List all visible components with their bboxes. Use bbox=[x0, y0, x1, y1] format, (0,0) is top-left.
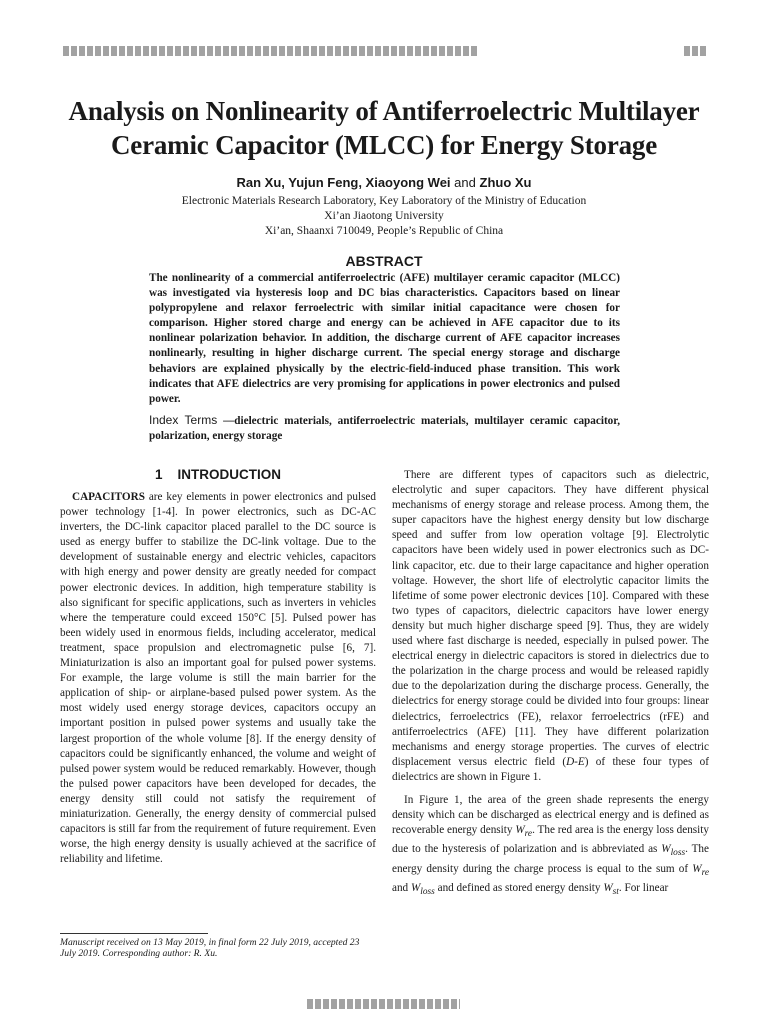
affiliation-line-1: Electronic Materials Research Laboratory, Key Laboratory of the Ministry of Education bbox=[181, 195, 587, 207]
p3-c: . The energy density during the charge process is equal to the sum of bbox=[392, 843, 709, 875]
footnote-rule bbox=[60, 933, 208, 934]
p3-a: In Figure 1, the area of the green shade represents the energy density which can be discharged as electrical energy and is defined as recoverable energy density bbox=[392, 793, 709, 837]
left-column bbox=[60, 490, 376, 867]
abstract-heading: ABSTRACT bbox=[345, 253, 423, 269]
wst-symbol: $W_{st}$ bbox=[603, 882, 619, 898]
running-header-page-number bbox=[684, 46, 707, 56]
intro-paragraph-2-end: ) of these four types of dielectrics are shown in Figure 1. bbox=[392, 755, 710, 783]
intro-paragraph-1 bbox=[60, 490, 376, 867]
wre-symbol-2: $W_{re}$ bbox=[692, 862, 709, 879]
section-heading bbox=[60, 467, 376, 482]
author-names: Ran Xu, Yujun Feng, Xiaoyong Wei bbox=[236, 175, 451, 190]
p3-f: . For linear bbox=[618, 882, 669, 895]
intro-paragraph-3 bbox=[392, 793, 709, 901]
de-symbol: D-E bbox=[566, 755, 585, 768]
intro-paragraph-2 bbox=[392, 468, 709, 785]
wre-symbol: $W_{re}$ bbox=[515, 824, 533, 840]
author-and: and bbox=[454, 175, 476, 190]
affiliation-line-3: Xi’an, Shaanxi 710049, People’s Republic of China bbox=[264, 225, 504, 237]
intro-paragraph-1-text: are key elements in power electronics and pulsed power technology [1-4]. In power electronics, such as DC-AC inverters, the DC-link capacitor placed parallel to the DC source is used as energy buffer to stabilize the DC-link voltage. Due to the development of sustainable energy and electric vehicles, capacitors with high energy and power density are greatly needed for compact power electronic devices. In addition, high temperature stability is also significant for specific applications, such as inverters in vehicles where the temperature could exceed 150°C [5]. Pulsed power has been widely used in enormous fields, including accelerator, medical treatment, space propulsion and electromagnetic pulse [6, 7]. Miniaturization is also an important goal for pulsed power systems. For example, the large volume is still the main barrier for the application of ship- or airplane-based pulsed power system. As the most widely used energy storage devices, capacitors occupy an important position in pulsed power systems and usually take the largest proportion of the whole volume [8]. If the energy density of capacitors could be significantly enhanced, the volume and weight of pulsed power system would be reduced remarkably. However, though the pulsed power capacitors have been developed for decades, the energy density still could not satisfy the requirement of miniaturization. Generally, the energy density of commercial pulsed capacitors is still far from the requirement of future requirement. Even worse, the high energy density is usually achieved at the sacrifice of reliability and lifetime. bbox=[60, 491, 376, 866]
wloss-symbol: $W_{loss}$ bbox=[661, 843, 686, 859]
affiliation bbox=[40, 194, 728, 239]
abstract-text: The nonlinearity of a commercial antiferroelectric (AFE) multilayer ceramic capacitor (MLCC) was investigated via hysteresis loop and DC bias characteristics. Capacitors based on linear polypropylene and relaxor ferroelectric with similar initial capacitance were chosen for comparison. Higher stored charge and energy can be achieved in AFE capacitor due to its nonlinear polarization behavior. In addition, the discharge current of AFE capacitor increases nonlinearly, resulting in higher discharge current. The special energy storage and discharge behaviors are explained physically by the electric-field-induced phase transition. This work indicates that AFE dielectrics are very promising for applications in power electronics and pulsed power. bbox=[149, 272, 620, 405]
footnote: Manuscript received on 13 May 2019, in final form 22 July 2019, accepted 23 July 2019. Corresponding author: R. Xu. bbox=[60, 937, 360, 959]
section-number: 1 bbox=[154, 467, 163, 482]
p3-b: . The red area is the energy loss density due to the hysteresis of polarization and is abbreviated as bbox=[392, 824, 709, 856]
running-footer bbox=[307, 999, 460, 1009]
paper-title bbox=[40, 94, 728, 162]
title-line-2: Ceramic Capacitor (MLCC) for Energy Storage bbox=[110, 130, 657, 160]
section-title: INTRODUCTION bbox=[177, 467, 282, 482]
affiliation-line-2: Xi’an Jiaotong University bbox=[324, 210, 444, 222]
right-column bbox=[392, 468, 709, 900]
title-line-1: Analysis on Nonlinearity of Antiferroelectric Multilayer bbox=[68, 96, 700, 126]
lead-word: CAPACITORS bbox=[72, 491, 145, 503]
author-last: Zhuo Xu bbox=[479, 175, 532, 190]
p3-d: and bbox=[392, 882, 411, 895]
wloss-symbol-2: $W_{loss}$ bbox=[410, 882, 435, 898]
index-terms bbox=[149, 413, 620, 444]
index-terms-text: —dielectric materials, antiferroelectric materials, multilayer ceramic capacitor, polarization, energy storage bbox=[149, 415, 620, 443]
p3-e: and defined as stored energy density bbox=[434, 882, 604, 895]
index-terms-label: Index Terms bbox=[149, 413, 218, 427]
intro-paragraph-2-text: There are different types of capacitors such as dielectric, electrolytic and super capacitors. They have different physical mechanisms of energy storage and release process. Among them, the super capacitors have the highest energy density but low discharge speed and suffer from low operation voltage [9]. Electrolytic capacitors have been widely used in power electronics such as DC-link capacitor, etc. due to their large capacitance and higher operation voltage. However, the short life of electrolytic capacitor limits the lifetime of some power electronic devices [10]. Compared with these two types of capacitors, dielectric capacitors have lower energy density but much higher discharge speed [9]. Thus, they are widely used where fast discharge is needed, especially in pulsed power. The electrical energy in dielectric capacitors is stored in dielectrics due to the polarization in the charge process and would be released rapidly due to the depolarization during the discharge process. Generally, the dielectrics for energy storage could be divided into four groups: linear dielectrics, ferroelectrics (FE), relaxor ferroelectrics (rFE) and antiferroelectrics (AFE) [11]. They have different polarization mechanisms and energy storage properties. The curves of electric displacement versus electric field ( bbox=[392, 469, 709, 768]
running-header-left bbox=[63, 46, 478, 56]
author-list bbox=[40, 175, 728, 190]
